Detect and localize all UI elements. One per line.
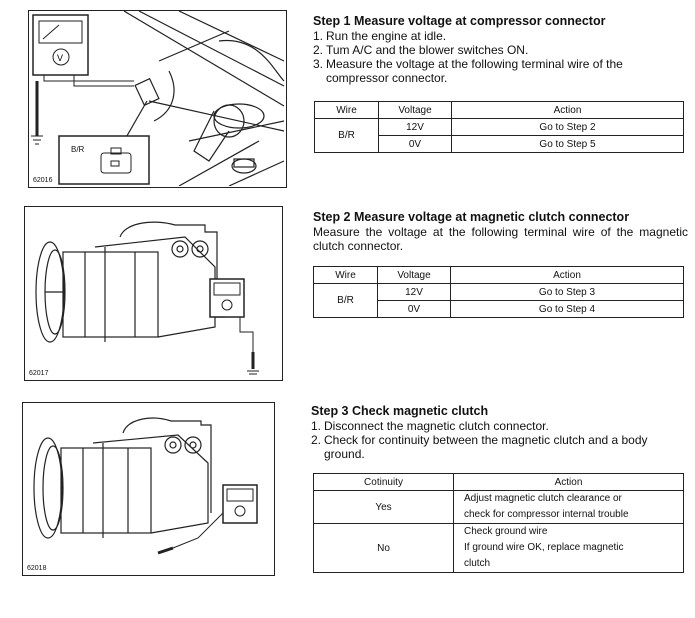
step-2-body: Measure the voltage at the following terminal wire of the magnetic clutch connector. — [313, 225, 688, 253]
step-1-table — [314, 101, 684, 153]
continuity-cell: No — [314, 524, 454, 573]
voltage-cell: 0V — [379, 136, 452, 153]
table-header: Action — [452, 102, 684, 119]
voltmeter-icon — [33, 15, 88, 75]
magnetic-clutch-continuity-illustration — [23, 403, 273, 574]
table-row — [315, 119, 684, 136]
table-header: Cotinuity — [314, 474, 454, 491]
compressor-connector-illustration — [29, 11, 285, 186]
step-1-title: Step 1 Measure voltage at compressor connector — [313, 14, 606, 28]
ohmmeter-icon — [223, 485, 257, 523]
voltage-cell: 0V — [378, 301, 451, 318]
wire-cell: B/R — [314, 284, 378, 318]
list-item: 1. Run the engine at idle. — [313, 29, 447, 43]
step-3-title: Step 3 Check magnetic clutch — [311, 404, 489, 418]
voltmeter-icon — [210, 279, 244, 317]
step-3-table — [313, 473, 684, 573]
table-header: Action — [454, 474, 684, 491]
step-1 — [313, 14, 688, 85]
list-item: 3. Measure the voltage at the following terminal wire of the compressor connector. — [313, 57, 623, 85]
action-cell: Go to Step 5 — [452, 136, 684, 153]
figure-2-magnetic-clutch-connector — [24, 206, 283, 381]
step-2 — [313, 210, 688, 253]
connector-wire-label: B/R — [71, 145, 85, 154]
table-header: Voltage — [379, 102, 452, 119]
figure-number: 62016 — [33, 177, 53, 184]
figure-number: 62018 — [27, 565, 47, 572]
action-cell: Adjust magnetic clutch clearance or check for compressor internal trouble — [454, 491, 684, 524]
continuity-cell: Yes — [314, 491, 454, 524]
figure-1-compressor-connector — [28, 10, 287, 188]
table-header: Wire — [315, 102, 379, 119]
voltage-cell: 12V — [378, 284, 451, 301]
figure-3-clutch-continuity — [22, 402, 275, 576]
table-header: Wire — [314, 267, 378, 284]
table-row — [314, 284, 684, 301]
action-cell: Go to Step 2 — [452, 119, 684, 136]
figure-number: 62017 — [29, 370, 49, 377]
magnetic-clutch-voltage-illustration — [25, 207, 281, 379]
table-header: Action — [451, 267, 684, 284]
step-2-table — [313, 266, 684, 318]
voltage-cell: 12V — [379, 119, 452, 136]
action-cell: Go to Step 3 — [451, 284, 684, 301]
svg-text:V: V — [57, 53, 64, 63]
step-3 — [311, 404, 687, 461]
list-item: 1. Disconnect the magnetic clutch connector. — [311, 419, 549, 433]
step-1-instructions — [313, 29, 688, 85]
table-row — [314, 491, 684, 524]
table-row — [314, 524, 684, 573]
step-2-title: Step 2 Measure voltage at magnetic clutch connector — [313, 210, 630, 224]
table-header: Voltage — [378, 267, 451, 284]
action-cell: Go to Step 4 — [451, 301, 684, 318]
action-cell: Check ground wire If ground wire OK, replace magnetic clutch — [454, 524, 684, 573]
list-item: 2. Check for continuity between the magnetic clutch and a body ground. — [311, 433, 648, 461]
wire-cell: B/R — [315, 119, 379, 153]
step-3-instructions — [311, 419, 687, 461]
list-item: 2. Tum A/C and the blower switches ON. — [313, 43, 529, 57]
